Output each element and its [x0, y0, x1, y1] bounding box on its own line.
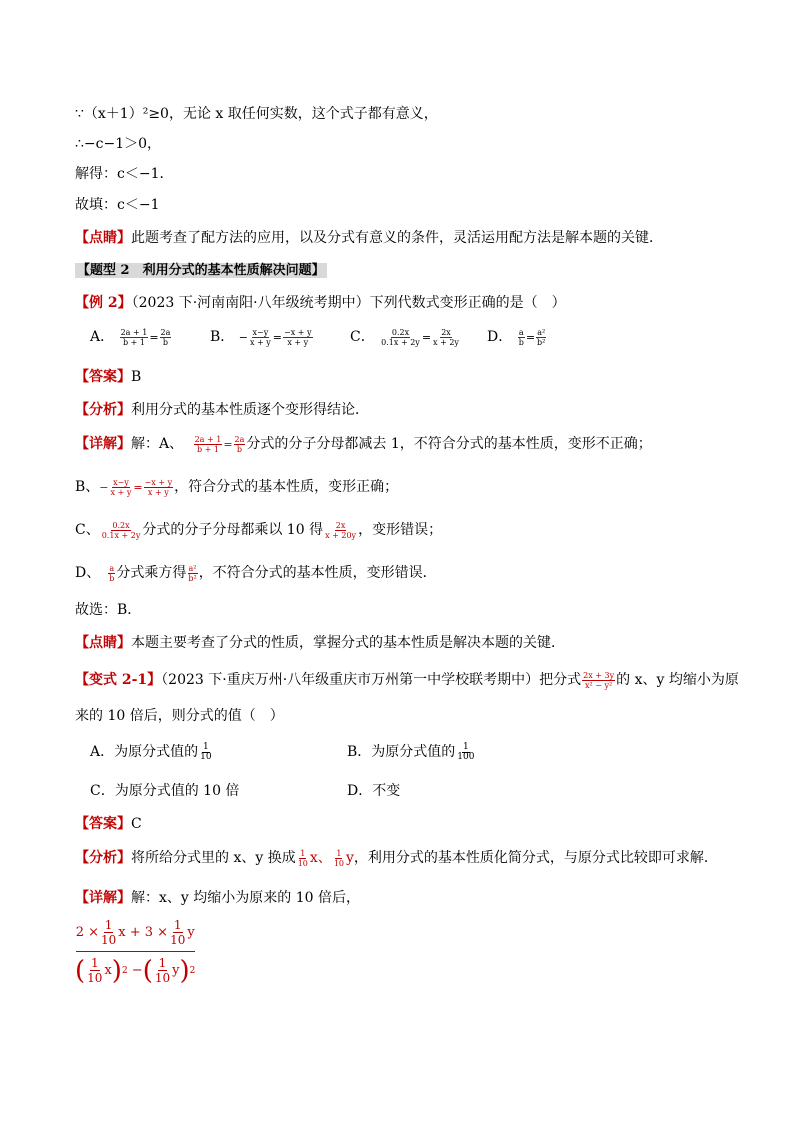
option-a: A． $\frac{2a + 1}{b + 1}$ = $\frac{2a}{b}$	[90, 327, 171, 347]
answer-line-2: 【答案】C	[75, 816, 142, 832]
detail-line-a: 【详解】解：A、 $\frac{2a + 1}{b + 1}$ = $\frac{2a}{b}$ 分式的分子分母都减去 1，不符合分式的基本性质，变形不正确；	[75, 434, 652, 454]
detail-line-b: B、− $\frac{x-y}{x + y}$ = $\frac{-x + y}{x + y}$ ，符合分式的基本性质，变形正确；	[75, 477, 399, 497]
variant-option-d: D．不变	[347, 783, 401, 799]
variant-option-c: C．为原分式值的 10 倍	[90, 783, 240, 799]
option-b: B． − $\frac{x-y}{x + y}$ = $\frac{-x + y}{x + y}$	[210, 327, 312, 347]
text-line: ∵（x＋1）²≥0，无论 x 取任何实数，这个式子都有意义，	[75, 106, 438, 122]
detail-line-d: D、 $\frac{a}{b}$ 分式乘方得 $\frac{\text{a²}}{\text{b²}}$ ，不符合分式的基本性质，变形错误．	[75, 563, 437, 583]
variant-option-b: B．为原分式值的 $\frac{1}{100}$	[347, 741, 475, 762]
answer-line: 【答案】B	[75, 369, 142, 385]
example-text: （2023 下·河南南阳·八年级统考期中）下列代数式变形正确的是（ ）	[131, 295, 566, 311]
example-tag: 【例 2】	[75, 295, 132, 311]
text-line: 解得：c＜−1．	[75, 166, 174, 182]
detail-line-2: 【详解】解：x、y 均缩小为原来的 10 倍后，	[75, 890, 360, 906]
analysis-line: 【分析】利用分式的基本性质逐个变形得结论．	[75, 402, 369, 418]
example-line	[75, 293, 566, 313]
choose-line: 故选：B．	[75, 602, 142, 618]
option-c: C． $\frac{0.2x}{0.1x + 2y}$ = $\frac{2x}{x + 2y}$	[350, 327, 459, 347]
option-d: D． $\frac{a}{b}$ = $\frac{\text{a²}}{\text{b²}}$	[487, 327, 546, 347]
dianjing-tag: 【点睛】	[75, 230, 131, 246]
question-type-heading: 【题型 2 利用分式的基本性质解决问题】	[77, 263, 325, 278]
analysis-line-2: 【分析】将所给分式里的 x、y 换成 $\frac{1}{10}$ x、 $\frac{1}{10}$ y，利用分式的基本性质化简分式，与原分式比较即可求解．	[75, 848, 718, 868]
detail-line-c: C、 $\frac{0.2x}{0.1x + 2y}$ 分式的分子分母都乘以 10 得 $\frac{2x}{x + 20y}$ ，变形错误；	[75, 520, 443, 540]
compound-fraction: 2 × $\frac{1}{10}$ x + 3 × $\frac{1}{10}$ y ( 1 10 x ) 2 − ( 1 10 y ) 2	[75, 918, 196, 986]
variant-option-a: A．为原分式值的 $\frac{1}{10}$	[90, 741, 212, 762]
dianjing-line-2: 【点睛】本题主要考查了分式的性质，掌握分式的基本性质是解决本题的关键．	[75, 635, 565, 651]
dianjing-text: 此题考查了配方法的应用，以及分式有意义的条件，灵活运用配方法是解本题的关键．	[131, 230, 663, 246]
variant-line-cont: 来的 10 倍后，则分式的值（ ）	[75, 708, 284, 724]
text-line: ∴−c−1＞0，	[75, 136, 162, 152]
variant-line: 【变式 2-1】（2023 下·重庆万州·八年级重庆市万州第一中学校联考期中）把分式 $\frac{2x + 3y}{\text{x² − y²}}$ 的 x、y 均缩小为原	[75, 670, 739, 690]
text-line: 故填：c＜−1	[75, 197, 160, 213]
dianjing-line	[75, 228, 663, 248]
